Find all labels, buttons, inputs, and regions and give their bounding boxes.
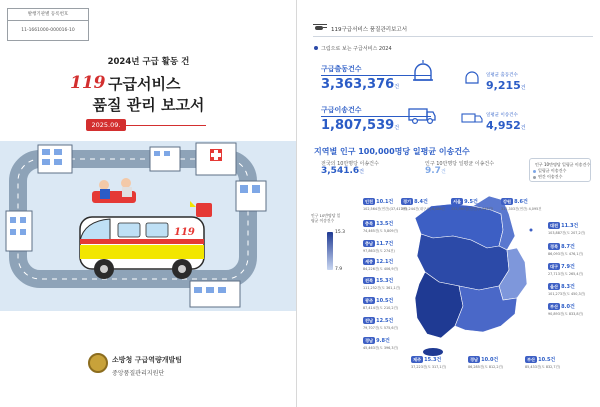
region-detail: 97,863건(도 274건) (363, 249, 395, 253)
dispatch-unit: 건 (394, 84, 400, 90)
date-underline (126, 125, 206, 126)
region-name: 경북 (550, 244, 559, 249)
region-detail: 86,285건(도 812,2건) (468, 365, 504, 369)
region-badge (451, 198, 499, 211)
region-rate: 12.5건 (376, 318, 394, 324)
dispatch-value: 3,363,376 (321, 77, 395, 92)
region-name: 강원 (503, 199, 512, 204)
region-name: 제주 (413, 357, 422, 362)
national-rate-label: 전국의 10만명당 이송건수 (321, 161, 379, 167)
logo-119: 119 (70, 73, 106, 93)
dispatch-avg-label: 일평균 출동건수 (486, 73, 518, 78)
legend-label: 연간 이송건수 (538, 174, 563, 179)
publisher-line1: 소방청 구급역량개발팀 (112, 356, 183, 364)
region-badge (363, 277, 411, 290)
region-badge (501, 198, 549, 211)
region-rate: 9.8건 (376, 338, 390, 344)
fire-agency-emblem-icon (88, 353, 108, 373)
region-name: 대구 (550, 264, 559, 269)
color-scale-min: 7.9 (335, 267, 343, 272)
region-badge (468, 356, 516, 369)
transport-unit: 건 (394, 125, 400, 131)
region-badge (548, 263, 596, 276)
region-badge (411, 356, 459, 369)
region-badge (548, 283, 596, 296)
transport-avg-value: 4,952 (486, 119, 521, 132)
section-label: 그림으로 보는 구급서비스 2024 (321, 46, 392, 52)
page-header-title: 119구급서비스 품질관리보고서 (331, 27, 408, 33)
region-badge (363, 297, 411, 310)
regional-section-title: 지역별 인구 100,000명당 일평균 이송건수 (314, 147, 470, 156)
region-rate: 10.5건 (538, 357, 556, 363)
map-region-jeju (423, 348, 443, 356)
region-detail: 85,433건(도 832,7건) (525, 365, 561, 369)
region-detail: 84,226건(도 406,9건) (363, 267, 399, 271)
region-rate: 8.0건 (561, 304, 575, 310)
region-name: 경남 (470, 357, 479, 362)
daily-rate-unit: 건 (440, 169, 446, 175)
region-rate: 8.7건 (561, 244, 575, 250)
region-name: 충남 (365, 241, 374, 246)
registration-box (7, 8, 89, 41)
map-island (530, 229, 533, 232)
legend-label: 일평균 이송건수 (538, 168, 567, 173)
region-detail: 395,244건(대구시) 6,086건 (401, 207, 445, 211)
region-detail: 74,465건(도 5,809건) (363, 229, 399, 233)
region-detail: 79,707건(도 575,6건) (363, 326, 399, 330)
region-detail: 311,303건(연간) 4,095건 (501, 207, 542, 211)
region-detail: 103,887건(도 207,2건) (548, 231, 586, 235)
region-rate: 13.5건 (376, 221, 394, 227)
region-rate: 10.1건 (376, 199, 394, 205)
transport-value: 1,807,539 (321, 118, 395, 133)
region-rate: 10.5건 (376, 298, 394, 304)
transport-avg-unit: 건 (520, 125, 526, 131)
transport-avg-label: 일평균 이송건수 (486, 113, 518, 118)
region-name: 세종 (365, 259, 374, 264)
region-rate: 7.9건 (561, 264, 575, 270)
color-scale-label: 인구 10만명당 일평균 이송건수 (311, 213, 341, 223)
cover-year-line: 2024년 구급 활동 건 (107, 57, 190, 67)
infographic-page (303, 0, 600, 407)
region-name: 전남 (365, 318, 374, 323)
dispatch-avg-value: 9,215 (486, 79, 521, 92)
region-detail: 101,273건(도 450,3건) (548, 292, 586, 296)
registration-header: 발행기관별 등록번호 (8, 9, 88, 21)
color-scale-max: 15.3 (335, 230, 346, 235)
region-badge (548, 303, 596, 316)
region-rate: 10.0건 (481, 357, 499, 363)
region-name: 울산 (550, 284, 559, 289)
region-name: 부산 (527, 357, 536, 362)
dispatch-label: 구급출동건수 (321, 65, 362, 73)
report-cover (0, 0, 297, 407)
region-rate: 15.3건 (424, 357, 442, 363)
region-badge (548, 243, 596, 256)
publisher (112, 355, 182, 377)
region-name: 대전 (550, 223, 559, 228)
ambulance-illustration (0, 141, 297, 311)
region-detail: 87,414건(도 210,2건) (363, 306, 399, 310)
daily-rate-value: 9.7 (425, 166, 441, 176)
region-name: 충북 (365, 221, 374, 226)
cover-title-line1: 구급서비스 (108, 75, 181, 93)
svg-text:119: 119 (174, 227, 195, 238)
region-badge (363, 220, 411, 233)
daily-rate-label: 인구 10만명당 일평균 이송건수 (425, 161, 495, 167)
region-badge (363, 317, 411, 330)
region-detail: 102,564건(연간)(37,417건) (363, 207, 408, 211)
registration-number: 11-1661000-000016-10 (21, 28, 75, 33)
region-rate: 8.3건 (561, 284, 575, 290)
region-detail: 332,969건(연간)(1,445건) (451, 207, 494, 211)
region-detail: 45,463건(도 396,3건) (363, 346, 399, 350)
region-badge (525, 356, 573, 369)
region-detail: 37,223건(도 317,1건) (411, 365, 447, 369)
national-rate-value: 3,541.6 (321, 166, 360, 176)
region-badge (548, 222, 596, 235)
region-rate: 11.3건 (561, 223, 579, 229)
region-badge (363, 337, 411, 350)
region-detail: 111,252건(도 361,1건) (363, 286, 401, 290)
region-name: 인천 (365, 199, 374, 204)
region-detail: 90,893건(도 833,8건) (548, 312, 584, 316)
region-badge (363, 240, 411, 253)
publisher-line2: 중앙품질관리지원단 (112, 370, 165, 377)
region-rate: 11.7건 (376, 241, 394, 247)
region-rate: 8.6건 (514, 199, 528, 205)
cover-date: 2025.09. (86, 119, 126, 131)
national-rate-unit: 건 (359, 169, 364, 175)
ambulance-icon (80, 201, 212, 279)
region-detail: 86,093건(도 476,1건) (548, 252, 584, 256)
region-name: 전북 (365, 278, 374, 283)
region-rate: 12.1건 (376, 259, 394, 265)
region-name: 서울 (453, 199, 462, 204)
region-badge (401, 198, 449, 211)
region-rate: 8.4건 (414, 199, 428, 205)
region-name: 경기 (403, 199, 412, 204)
region-detail: 27,713건(도 265,4건) (548, 272, 584, 276)
cover-title-line2: 품질 관리 보고서 (92, 96, 205, 114)
region-name: 부산 (550, 304, 559, 309)
legend-label: 인구 10만명당 일평균 이송건수 (535, 162, 591, 167)
region-rate: 9.5건 (464, 199, 478, 205)
region-name: 경남 (365, 338, 374, 343)
transport-label: 구급이송건수 (321, 106, 362, 114)
region-name: 광주 (365, 298, 374, 303)
dispatch-avg-unit: 건 (520, 85, 526, 91)
region-rate: 15.3건 (376, 278, 394, 284)
region-badge (363, 258, 411, 271)
